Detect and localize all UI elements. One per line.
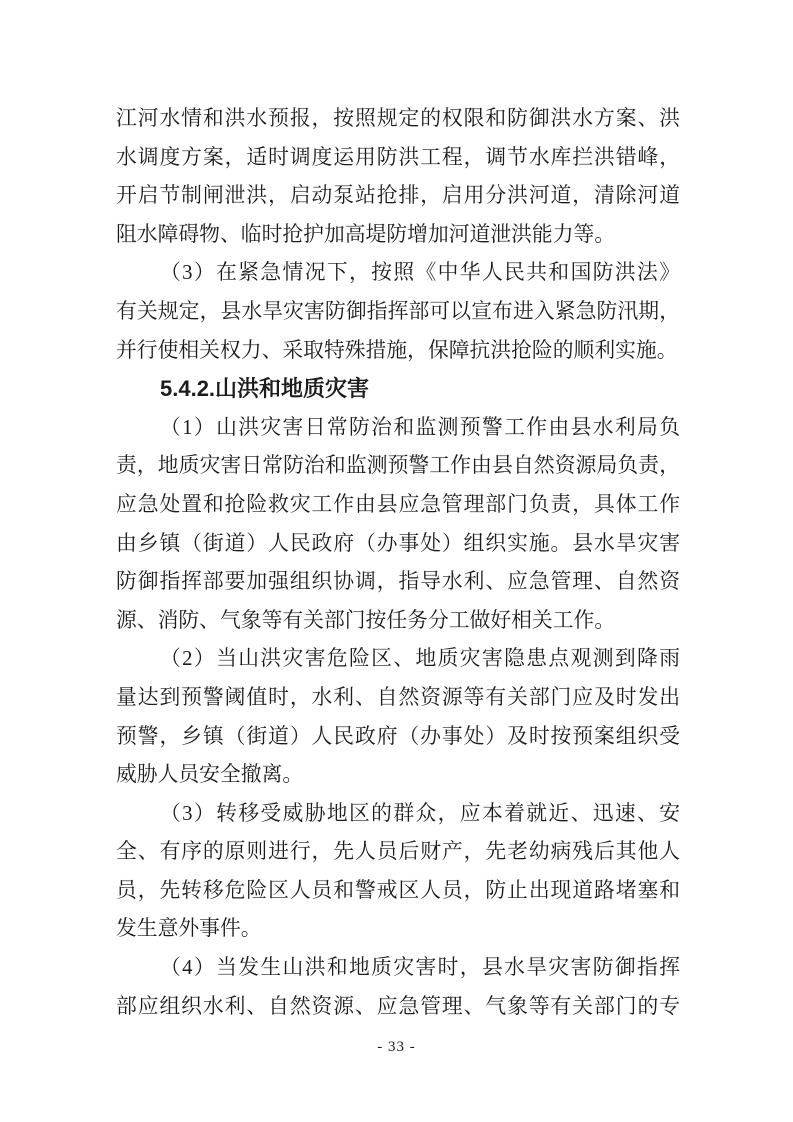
text-line: （3）转移受威胁地区的群众，应本着就近、迅速、安 [160,801,680,825]
text-line: 有关规定，县水旱灾害防御指挥部可以宣布进入紧急防汛期， [116,299,680,323]
text-line: 全、有序的原则进行，先人员后财产，先老幼病残后其他人 [116,840,680,864]
text-line: 应急处置和抢险救灾工作由县应急管理部门负责，具体工作 [116,492,680,516]
text-line: 员，先转移危险区人员和警戒区人员，防止出现道路堵塞和 [116,878,680,902]
heading-mountain-flood-geological-disaster [116,370,680,409]
text-line: （1）山洪灾害日常防治和监测预警工作由县水利局负 [160,415,680,439]
text-line: 防御指挥部要加强组织协调，指导水利、应急管理、自然资 [116,570,680,594]
text-line: 量达到预警阈值时，水利、自然资源等有关部门应及时发出 [116,685,680,709]
text-line: 并行使相关权力、采取特殊措施，保障抗洪抢险的顺利实施。 [116,338,678,362]
text-line: 威胁人员安全撤离。 [116,763,304,787]
heading-line: 5.4.2.山洪和地质灾害 [160,376,370,402]
text-line: 预警，乡镇（街道）人民政府（办事处）及时按预案组织受 [116,724,680,748]
para-rainfall-warning-threshold [116,640,680,794]
text-line: 责，地质灾害日常防治和监测预警工作由县自然资源局负责， [116,454,680,478]
text-line: 开启节制闸泄洪，启动泵站抢排，启用分洪河道，清除河道 [116,184,680,208]
text-line: 阻水障碍物、临时抢护加高堤防增加河道泄洪能力等。 [116,222,616,246]
page-number: - 33 - [377,1039,416,1055]
text-line: （2）当山洪灾害危险区、地质灾害隐患点观测到降雨 [160,647,680,671]
para-disaster-occurrence-response [116,949,680,1026]
text-line: 由乡镇（街道）人民政府（办事处）组织实施。县水旱灾害 [116,531,680,555]
text-line: 水调度方案，适时调度运用防洪工程，调节水库拦洪错峰， [116,145,680,169]
text-line: 江河水情和洪水预报，按照规定的权限和防御洪水方案、洪 [116,107,680,130]
para-river-flood-dispatch [116,100,680,254]
text-line: 发生意外事件。 [116,917,262,941]
para-transfer-threatened-people [116,795,680,949]
text-line: （4）当发生山洪和地质灾害时，县水旱灾害防御指挥 [160,956,680,980]
text-line: 部应组织水利、自然资源、应急管理、气象等有关部门的专 [116,994,680,1018]
text-line: 源、消防、气象等有关部门按任务分工做好相关工作。 [116,608,616,632]
para-daily-prevention-monitoring [116,409,680,641]
text-line: （3）在紧急情况下，按照《中华人民共和国防洪法》 [160,261,680,285]
document-body [116,100,680,1026]
para-emergency-situation [116,254,680,370]
